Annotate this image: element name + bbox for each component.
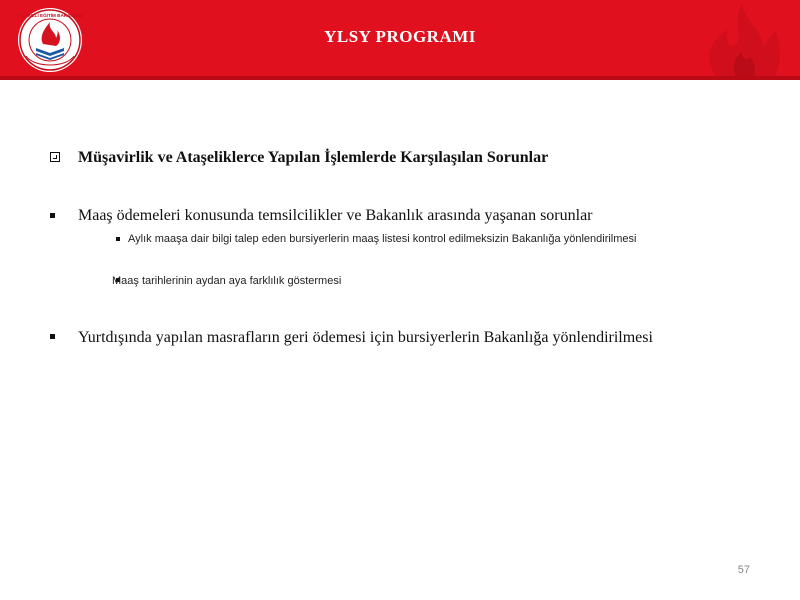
slide-title: YLSY PROGRAMI [324, 27, 476, 46]
bullet-text: Yurtdışında yapılan masrafların geri ödemesi için bursiyerlerin Bakanlığa yönlendirilmesi [78, 329, 653, 346]
sub-bullet-text: Aylık maaşa dair bilgi talep eden bursiyerlerin maaş listesi kontrol edilmeksizin Bakanlığa yönlendirilmesi [128, 233, 637, 245]
bullet-text: Maaş ödemeleri konusunda temsilcilikler ve Bakanlık arasında yaşanan sorunlar [78, 207, 593, 224]
square-bullet-icon [50, 334, 55, 339]
square-bullet-icon [50, 213, 55, 218]
checkbox-bullet-icon [50, 152, 60, 162]
square-bullet-icon [116, 237, 120, 241]
heading-text: Müşavirlik ve Ataşeliklerce Yapılan İşlemlerde Karşılaşılan Sorunlar [78, 149, 549, 166]
page-number: 57 [737, 564, 750, 576]
sub-bullet-text: Maaş tarihlerinin aydan aya farklılık göstermesi [112, 275, 342, 287]
ministry-seal-text: T.C. MİLLİ EĞİTİM BAKANLIĞI [17, 13, 83, 18]
